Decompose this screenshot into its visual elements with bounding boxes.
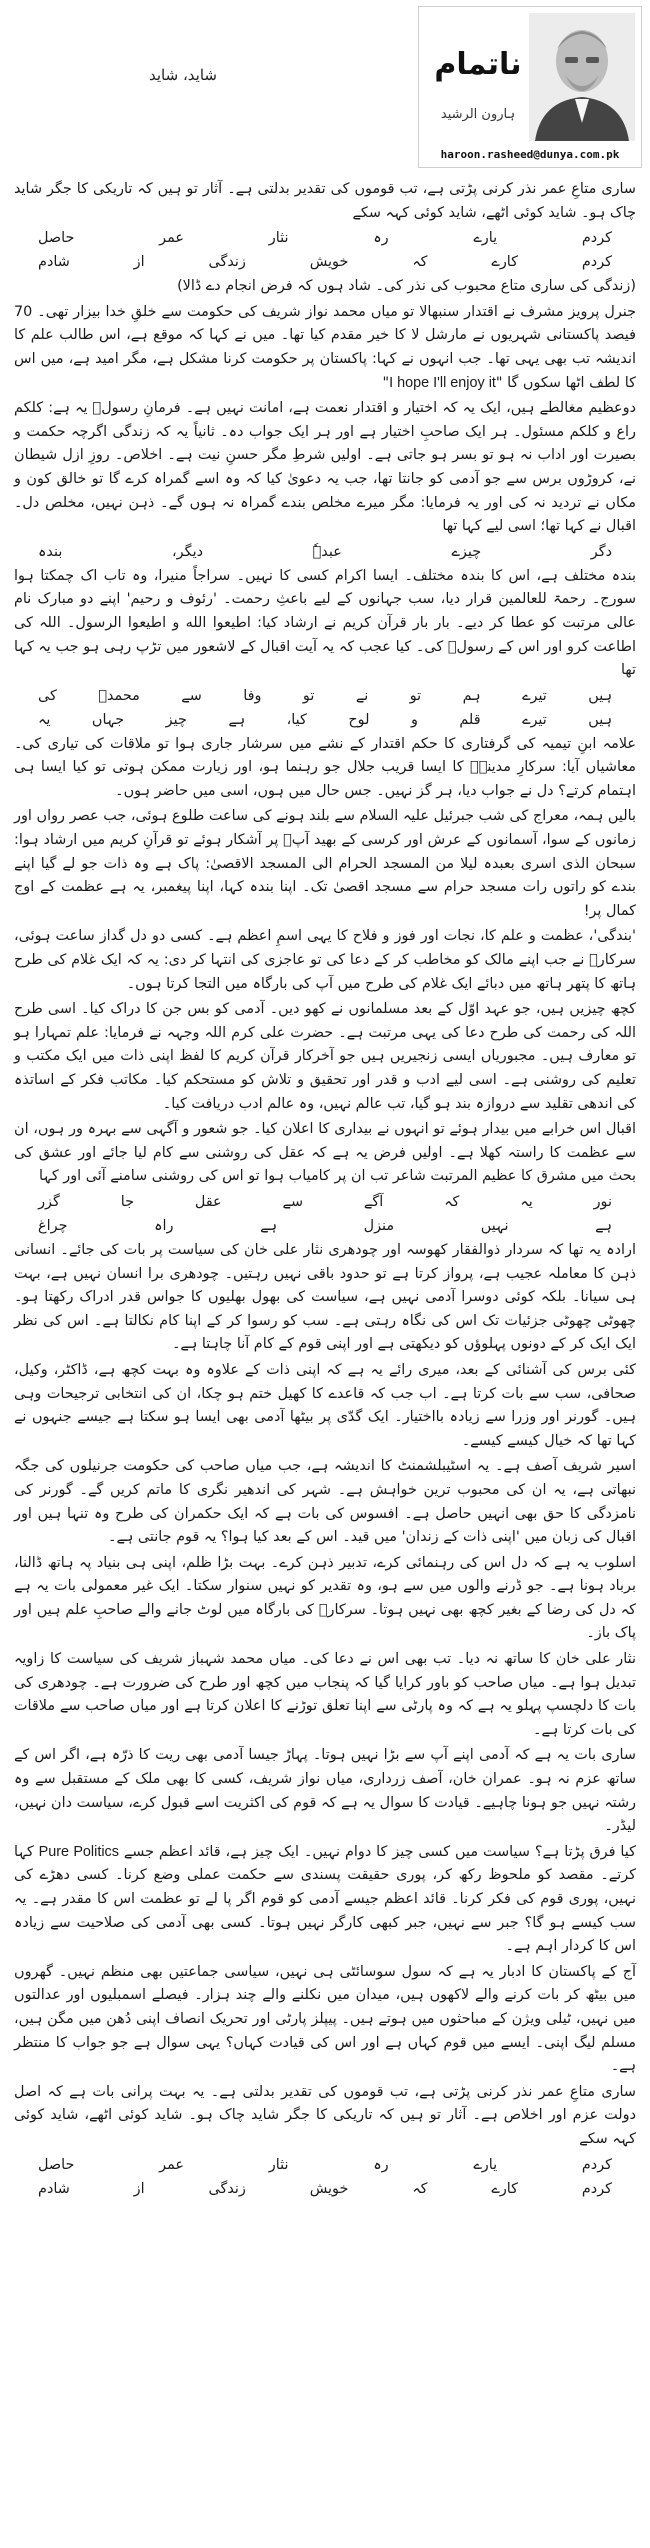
verse-word: چراغ (38, 1217, 68, 1234)
verse-word: عمر (159, 230, 185, 247)
paragraph: کئی برس کی آشنائی کے بعد، میری رائے یہ ہے کہ اپنی ذات کے علاوہ وہ بہت کچھ ہے، ڈاکٹر، وکیل، صحافی، سب سے بات کرتا ہے۔ اب جب کہ قاعدے کا کھیل ختم ہو چکا، ان کی انتخابی ترجیحات وہی ہیں۔ گورنر اور وزرا سے زیادہ بااختیار۔ ایک گدّی پر بیٹھا آدمی بھی ایسا ہو سکتا ہے جیسے جنہوں نے کہا تھا کہ خیال کیسے کیسے۔ (14, 1361, 636, 1449)
verse-word: عبدہٗ (312, 543, 342, 560)
verse-word: قلم (459, 711, 481, 728)
verse-word: سے (181, 687, 202, 704)
verse-word: جہاں (91, 711, 125, 728)
paragraph: بندہ مختلف ہے، اس کا بندہ مختلف۔ ایسا اکرام کسی کا نہیں۔ سراجاً منیرا، وہ تاب اک چمکتا ہوا سورج۔ رحمۃ للعالمین قرار دیا، سب جہانوں کے لیے باعثِ رحمت۔ 'رئوف و رحیم' اپنے دو مبارک نام عالی مرتبت کو عطا کر دیے۔ بار بار قرآن کریم نے ارشاد کیا: اطیعوا الله و اطیعوا الرسول۔ اللہ کی اطاعت کرو اور اس کے رسولؐ کی۔ کیا عجب کہ یہ آیت اقبال کے لاشعور میں تڑپ رہی ہو جب یہ کہا تھا (14, 567, 636, 679)
verse-word: زندگی (208, 2180, 246, 2197)
paragraph: آج کے پاکستان کا ادبار یہ ہے کہ سول سوسائٹی ہی نہیں، سیاسی جماعتیں بھی منظم نہیں۔ گھروں میں بیٹھ کر بات کرنے والے لاکھوں ہیں، میدان میں نکلنے والے چند ہزار۔ فیصلے اسمبلیوں اور عدالتوں میں نہیں، ٹیلی ویژن کے مباحثوں میں ہوتے ہیں۔ پیپلز پارٹی اور تحریک انصاف اپنی دُھن میں مگن ہیں، مسلم لیگ اپنی۔ ایسے میں قوم کہاں ہے اور اس کی قیادت کہاں؟ یہی سوال ہے جو جواب کا منتظر ہے۔ (14, 1963, 636, 2075)
paragraph-text: جنرل پرویز مشرف نے اقتدار سنبھالا تو میاں محمد نواز شریف کی حکومت سے خلقِ خدا بیزار تھی۔ 70 فیصد پاکستانی شہریوں نے مارشل لا کا خیر مقدم کیا تھا۔ میں نے کہا کہ موقع ہے، اس طالب علم کا اندیشہ تب بھی یہی تھا۔ جب انہوں نے کہا: پاکستان پر حکومت کرنا مشکل ہے، مگر امید ہے، میں اس کا لطف اٹھا سکوں گا (14, 303, 636, 391)
verse-word: کہ (412, 2180, 428, 2197)
verse-word: دگر (590, 543, 612, 560)
paragraph: ساری متاعِ عمر نذر کرنی پڑتی ہے، تب قوموں کی تقدیر بدلتی ہے۔ یہ بہت پرانی بات ہے کہ اصل دولت عزم اور اخلاص ہے۔ آثار تو ہیں کہ تاریکی کا جگر شاید چاک ہو۔ شاید کوئی اٹھے، شاید کوئی کہہ سکے (14, 2083, 636, 2147)
paragraph: اسلوب یہ ہے کہ دل اس کی رہنمائی کرے، تدبیر ذہن کرے۔ بہت بڑا ظلم، اپنی ہی بنیاد پہ ہاتھ ڈالنا، برباد ہونا ہے۔ جو ڈرنے والوں میں سے ہو، وہ تقدیر کو نہیں سنوار سکتا۔ ایک غیر معمولی بات یہ ہے کہ دل کی رضا کے بغیر کچھ بھی نہیں ہوتا۔ سرکارؐ کی بارگاہ میں لوٹ جانے والے صاحبِ علم ہیں اور پاک باز۔ (14, 1554, 636, 1642)
verse-word: عمر (159, 2156, 185, 2173)
verse-translation: (زندگی کی ساری متاع محبوب کی نذر کی۔ شاد ہوں کہ فرض انجام دے ڈالا) (177, 278, 636, 295)
verse-word: ہیں (588, 711, 612, 728)
paragraph: علامہ ابنِ تیمیہ کی گرفتاری کا حکم اقتدار کے نشے میں سرشار جاری ہوا تو ملاقات کی تیاری کی۔ معاشیاں آیا: سرکارِ مدینہؐ کا ایسا قریب جلال جو رہنما ہو، اور زیارت ممکن ہوتی تو کیا ایسا ہی اہتمام کرتے؟ دل نے جواب دیا، ہر گز نہیں۔ جس حال میں ہوں، اسی میں حاضر ہوں۔ (14, 735, 636, 799)
verse-word: کردم (581, 2180, 612, 2197)
verse-word: چیز (165, 711, 187, 728)
author-name: ہارون الرشید (440, 107, 516, 122)
paragraph: کچھ چیزیں ہیں، جو عہد اوّل کے بعد مسلمانوں نے کھو دیں۔ آدمی کو بس جن کا دراک کیا۔ اسی طرح اللہ کی رحمت کی طرح دعا کی یہی مرتبت ہے۔ حضرت علی کرم اللہ وجہہ نے فرمایا: علم تمہارا ہو تو معارف ہیں۔ مجبوریاں ایسی زنجیریں ہیں جو آخرکار قرآن کریم کا لفظ اپنی ذات میں ایک مکتب و تعلیم کی روشنی ہے۔ اسی لیے ادب و قدر اور تحقیق و تلاش کو مستحکم کیا۔ مکاتب فکر کے اساتذہ کی اندھی تقلید سے دروازہ بند ہو گیا، تب عالم نہیں، وہ عالم ادب دریافت کیا۔ (14, 1001, 636, 1112)
verse-line (14, 1191, 636, 1213)
english-term: Pure Politics (38, 1843, 119, 1860)
verse-word: نور (593, 1193, 612, 1210)
verse-word: راہ (154, 1217, 174, 1234)
paragraph: دوعظیم مغالطے ہیں، ایک یہ کہ اختیار و اقتدار نعمت ہے، امانت نہیں ہے۔ فرمانِ رسولؐ یہ ہے: کلکم راع و کلکم مسئول۔ ہر ایک صاحبِ اختیار ہے اور ہر ایک جواب دہ۔ ثانیاً یہ کہ زندگی اگرچہ حکمت و بصیرت اور اداب نہ ہو تو بسر ہو جاتی ہے۔ اولیں شرطِ مگر حسنِ نیت ہے۔ اخلاص۔ روزِ ازل شیطان نے، کروڑوں برس سے جو آدمی کو جانتا تھا، جب یہ دعویٰ کیا کہ وہ اسے گمراہ کرے گا تو خالق کون و مکاں نے تردید نہ کی اور یہ فرمایا: مگر میرے مخلص بندے گمراہ نہ ہوں گے۔ ذہن نہیں، مخلص دل۔ اقبال نے کہا تھا؛ اسی لیے کہا تھا (14, 400, 636, 535)
verse-word: ہے (260, 1217, 278, 1234)
verse-word: نثار (268, 2156, 289, 2173)
verse-word: از (133, 2180, 145, 2197)
verse-word: بندہ (38, 543, 63, 560)
verse-line (14, 227, 636, 249)
verse-word: زندگی (208, 254, 246, 271)
verse-line (14, 2154, 636, 2176)
verse-word: تیرے (522, 711, 547, 728)
verse-word: شادم (38, 2180, 70, 2197)
verse-word: عقل (194, 1193, 222, 1210)
verse-word: یہ (38, 711, 51, 728)
verse-word: شادم (38, 254, 70, 271)
verse-line (14, 685, 636, 707)
verse-word: گزر (38, 1193, 60, 1210)
verse-word: سے (282, 1193, 304, 1210)
verse-line (14, 709, 636, 731)
verse-word: کارے (491, 2180, 519, 2197)
paragraph: بالیں ہمہ، معراج کی شب جبرئیل علیہ السلام سے بلند ہونے کی ساعت طلوع ہوئی، جب عصر رواں اور زمانوں کے سوا، آسمانوں کے عرش اور کرسی کے بھید آپؐ پر آشکار ہوئے تو قرآنِ کریم میں ارشاد ہوا: سبحان الذی اسری بعبدہ لیلا من المسجد الحرام الی المسجد الاقصیٰ: پاک ہے وہ ذات جو لے گیا اپنے بندے کو راتوں رات مسجد حرام سے مسجد اقصیٰ تک۔ اپنا بندہ کہا، اپنا پیغمبر، یہ ہے عظمت کے اوج کمال پر! (14, 808, 636, 919)
verse-word: یہ (520, 1193, 533, 1210)
paragraph: نثار علی خان کا ساتھ نہ دیا۔ تب بھی اس نے دعا کی۔ میاں محمد شہباز شریف کی سیاست کا زاویہ تبدیل ہوا ہے۔ میاں صاحب کو باور کرایا گیا کہ پنجاب میں کچھ اور طرح کی ضرورت ہے۔ چودھری کی بات کا دلچسپ پہلو یہ ہے کہ وہ پارٹی سے اپنا تعلق توڑنے کا اعلان کرتا ہے اور میاں صاحب سے ملاقات کی بات کرتا ہے۔ (14, 1651, 636, 1738)
verse-word: کردم (581, 2156, 612, 2173)
paragraph: 'بندگی'، عظمت و علم کا، نجات اور فوز و فلاح کا یہی اسمِ اعظم ہے۔ کسی دو دل گداز ساعت ہوئی، سرکارؐ نے جب اپنے مالک کو مخاطب کر کے دعا کی تو عاجزی کی انتہا کر دی: یہ کہ ایک غلام کی طرح ہاتھ کا پتھر ہاتھ میں دبائے ایک غلام کی طرح میں آپ کی بارگاہ میں التجا کرتا ہوں۔ (14, 928, 636, 992)
paragraph: ارادہ یہ تھا کہ سردار ذوالفقار کھوسہ اور چودھری نثار علی خان کی سیاست پر بات کی جائے۔ انسانی ذہن کا معاملہ عجیب ہے، پرواز کرتا ہے تو حدود باقی نہیں رہتیں۔ چودھری برا انسان نہیں ہے، بہت ہی سیانا۔ بلکہ کوئی دوسرا آدمی نہیں ہے، سیاست کی بھول بھلیوں کا جواس قدر ادراک رکھتا ہو۔ چھوٹی چھوٹی جزئیات تک اس کی نگاہ رہتی ہے۔ سب کو رسوا کر کے اپنا کام نکالتا ہے۔ اس کی نظر ایک ایک کر کے دونوں پہلوؤں کو دیکھتی ہے اور اپنی قوم کے کام آنا چاہتا ہے۔ (14, 1241, 636, 1353)
verse-word: تو (302, 687, 315, 704)
verse-line (14, 2178, 636, 2200)
author-email: haroon.rasheed@dunya.com.pk (440, 148, 620, 161)
verse-word: ہے (228, 711, 246, 728)
verse-word: جا (120, 1193, 134, 1210)
verse-word: محمدؐ (98, 687, 140, 704)
verse-word: و (410, 711, 418, 728)
verse-word: کہ (444, 1193, 460, 1210)
verse-word: کردم (581, 254, 612, 271)
paragraph: ساری متاعِ عمر نذر کرنی پڑتی ہے، تب قوموں کی تقدیر بدلتی ہے۔ آثار تو ہیں کہ تاریکی کا جگر شاید چاک ہو۔ شاید کوئی اٹھے، شاید کوئی کہہ سکے (14, 181, 636, 221)
verse-word: چیزے (451, 543, 482, 560)
verse-word: لوح (348, 711, 370, 728)
verse-word: ہم (462, 687, 481, 704)
verse-word: یارے (473, 230, 498, 247)
verse-word: کی (38, 687, 57, 704)
verse-line (14, 541, 636, 563)
verse-word: منزل (363, 1217, 395, 1234)
verse-line (14, 251, 636, 273)
verse-word: خویش (309, 2180, 349, 2197)
verse-word: خویش (309, 254, 349, 271)
verse-word: رہ (373, 2156, 389, 2173)
verse-word: نے (355, 687, 369, 704)
verse-word: تو (409, 687, 422, 704)
verse-word: ہے (595, 1217, 612, 1234)
verse-word: رہ (373, 230, 389, 247)
article-body (14, 178, 636, 2202)
verse-word: کہ (412, 254, 428, 271)
verse-word: تیرے (522, 687, 547, 704)
author-portrait-icon (529, 13, 635, 141)
verse-word: حاصل (38, 2156, 75, 2173)
paragraph: اقبال اس خرابے میں بیدار ہوئے تو انہوں نے بیداری کا اعلان کیا۔ جو شعور و آگہی سے بہرہ ور ہوں، ان سے عظمت کا راستہ کھلا ہے۔ اولیں فرض یہ ہے کہ عقل کی روشنی سے کام لیا جائے اور عشق کی بحث میں مشرق کا عظیم المرتبت شاعر تب ان پر کامیاب ہوا تو اس کی روشنی سامنے آئی اور کہا (14, 1121, 636, 1185)
paragraph: جنرل پرویز مشرف نے اقتدار سنبھالا تو میاں محمد نواز شریف کی حکومت سے خلقِ خدا بیزار تھی۔ 70 فیصد پاکستانی شہریوں نے مارشل لا کا خیر مقدم کیا تھا۔ میں نے کہا کہ موقع ہے، اس طالب علم کا اندیشہ تب بھی یہی تھا۔ جب انہوں نے کہا: پاکستان پر حکومت کرنا مشکل ہے، مگر امید ہے، میں اس کا لطف اٹھا سکوں گا "I hope I'll enjoy it" (14, 303, 636, 391)
verse-line (14, 1215, 636, 1237)
columnist-badge (418, 6, 642, 168)
paragraph (14, 1841, 636, 1959)
verse-word: ہیں (588, 687, 612, 704)
verse-word: دیگر، (172, 543, 203, 560)
column-title: شاید، شاید (149, 66, 217, 84)
paragraph-text: کہا کرتے۔ مقصد کو ملحوظ رکھ کر، پوری حقیقت پسندی سے حکمت عملی وضع کرنا۔ کسی دھڑے کی نہیں، پوری قوم کی فکر کرنا۔ قائد اعظم جیسے آدمی کو قوم اگر پا لے تو عظمت اس کا مقدر ہے۔ یہ سب کیسے ہو گا؟ جبر سے نہیں، جبر کبھی کارگر نہیں ہوتا۔ کسی بھی آدمی کی صلاحیت سے زیادہ اس کا کردار اہم ہے۔ (14, 1843, 636, 1955)
verse-word: نثار (268, 230, 289, 247)
paragraph: اسیر شریف آصف ہے۔ یہ اسٹیبلشمنٹ کا اندیشہ ہے، جب میاں صاحب کی حکومت جرنیلوں کی جگہ نبھاتی ہے، یہ ان کی محبوب ترین خواہش ہے۔ شہر کی اندھیر نگری کا ماتم کریں گے۔ گورنر کی نامزدگی کا حق بھی انہیں حاصل ہے۔ افسوس کی بات ہے کہ ایک حکمران کی طرح وہ تنہا ہیں اور اقبال کی زبان میں 'اپنی ذات کے زندان' میں قید۔ اس کے بعد کیا ہوا؟ یہ قوم جانتی ہے۔ (14, 1458, 636, 1546)
brand-logo: ناتمام (434, 47, 522, 82)
verse-word: از (133, 254, 145, 271)
verse-word: کیا، (286, 711, 307, 728)
english-quote: I hope I'll enjoy it (389, 374, 496, 391)
verse-word: وفا (243, 687, 262, 704)
verse-word: یارے (473, 2156, 498, 2173)
verse-word: کارے (491, 254, 519, 271)
column-header (8, 6, 644, 170)
verse-word: آگے (363, 1193, 384, 1210)
verse-word: نہیں (480, 1217, 509, 1234)
paragraph: ساری بات یہ ہے کہ آدمی اپنے آپ سے بڑا نہیں ہوتا۔ پہاڑ جیسا آدمی بھی ریت کا ذرّہ ہے، اگر اس کے ساتھ عزم نہ ہو۔ عمران خان، آصف زرداری، میاں نواز شریف، کسی کا بھی ملک کے مستقبل سے وہ رشتہ نہیں جو ہونا چاہیے۔ قیادت کا سوال یہ ہے کہ قوم کی اکثریت اسے قبول کرے، سیاست دان نہیں، لیڈر۔ (14, 1747, 636, 1835)
paragraph-text: کیا فرق پڑتا ہے؟ سیاست میں کسی چیز کا دوام نہیں۔ ایک چیز ہے، قائد اعظم جسے (123, 1843, 636, 1860)
verse-word: حاصل (38, 230, 75, 247)
verse-word: کردم (581, 230, 612, 247)
